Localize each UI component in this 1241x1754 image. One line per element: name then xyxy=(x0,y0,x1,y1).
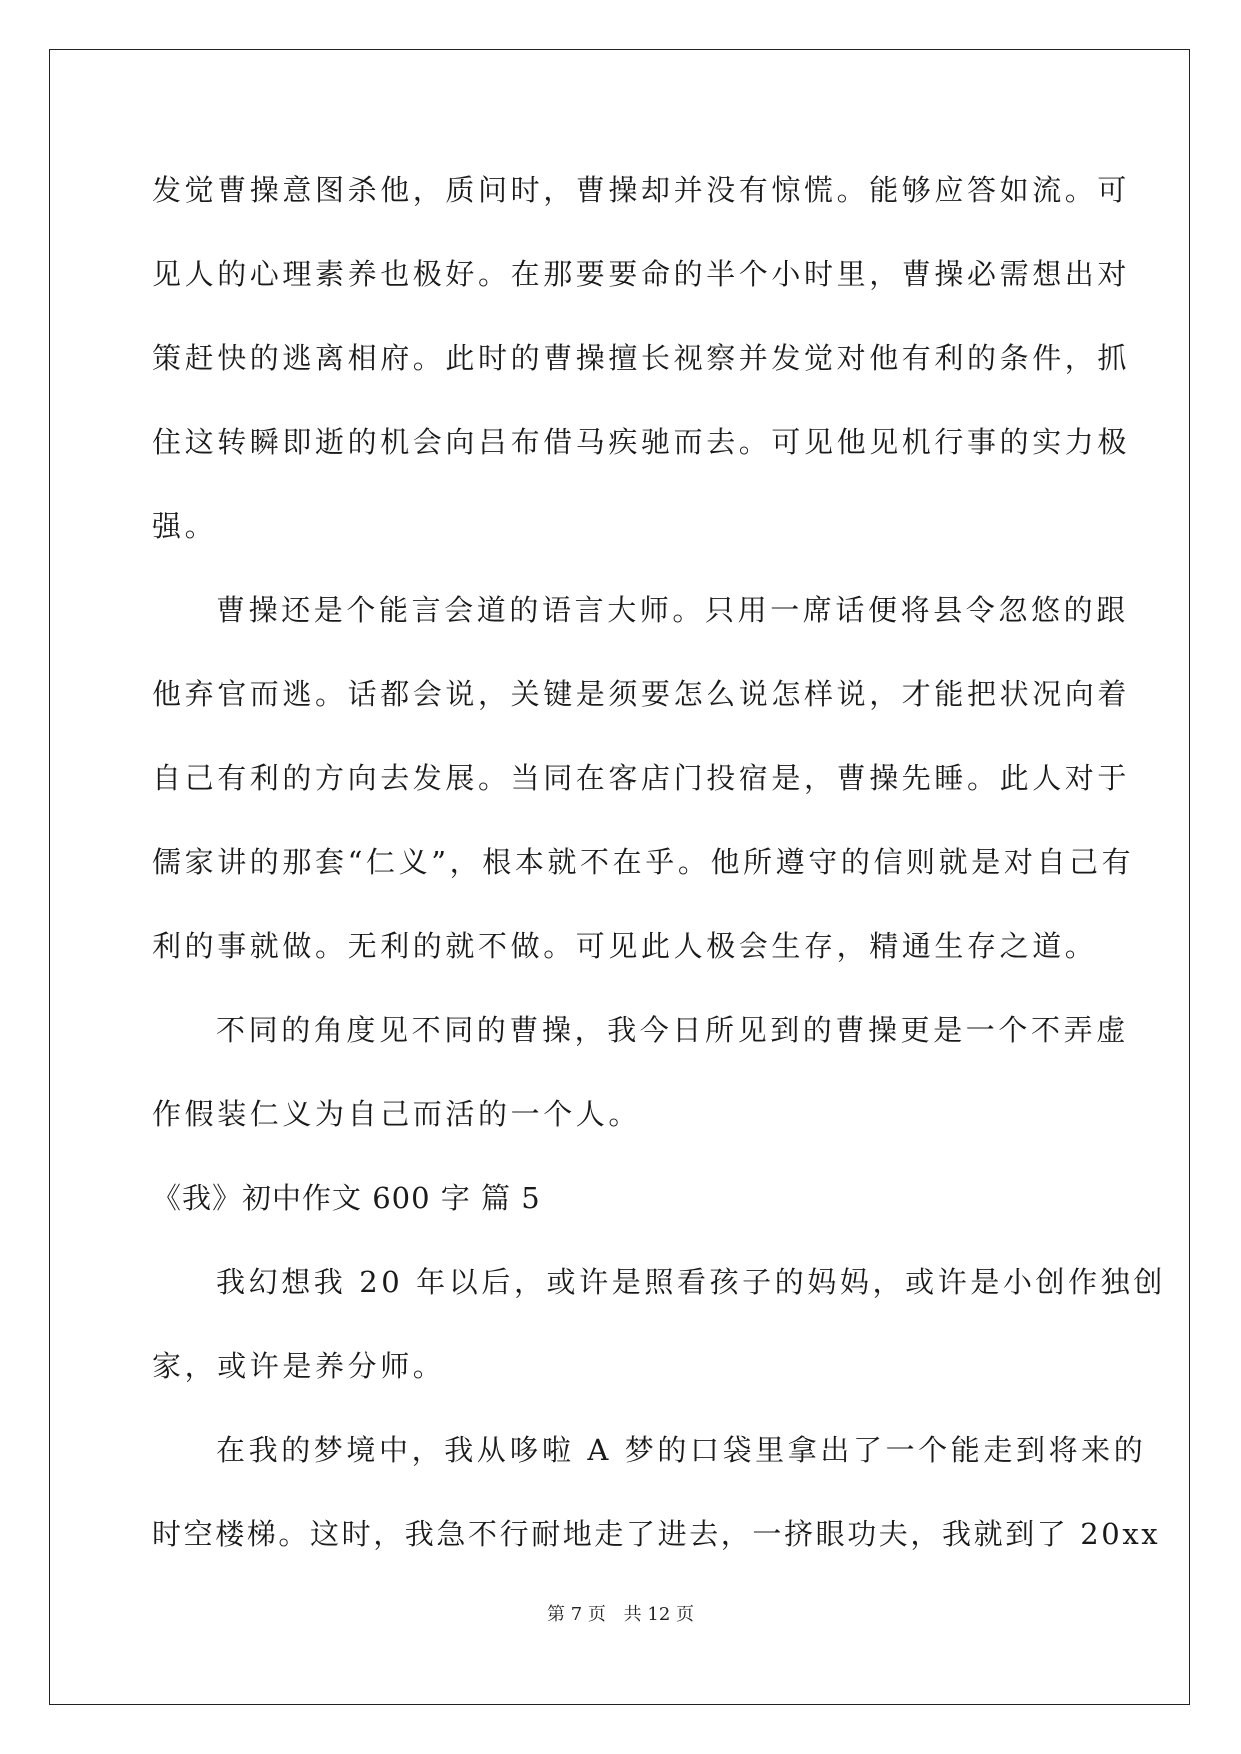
text-line: 自己有利的方向去发展。当同在客店门投宿是，曹操先睡。此人对于 xyxy=(152,761,1131,795)
paragraph xyxy=(152,1000,1129,1168)
text-line: 他弃官而逃。话都会说，关键是须要怎么说怎样说，才能把状况向着 xyxy=(152,677,1131,711)
paragraph xyxy=(152,580,1135,1000)
text-line: 见人的心理素养也极好。在那要要命的半个小时里，曹操必需想出对 xyxy=(152,257,1131,291)
page-footer xyxy=(0,1600,1241,1626)
text-line: 利的事就做。无利的就不做。可见此人极会生存，精通生存之道。 xyxy=(152,929,1098,963)
text-line: 强。 xyxy=(152,509,218,543)
text-line: 儒家讲的那套“仁义”，根本就不在乎。他所遵守的信则就是对自己有 xyxy=(152,845,1135,879)
text-line: 家，或许是养分师。 xyxy=(152,1349,446,1383)
section-heading: 《我》初中作文 600 字 篇 5 xyxy=(152,1181,541,1215)
text-line: 曹操还是个能言会道的语言大师。只用一席话便将县令忽悠的跟 xyxy=(216,593,1129,627)
paragraph xyxy=(152,160,1131,580)
text-line: 不同的角度见不同的曹操，我今日所见到的曹操更是一个不弄虚 xyxy=(216,1013,1129,1047)
text-line: 时空楼梯。这时，我急不行耐地走了进去，一挤眼功夫，我就到了 20xx xyxy=(152,1517,1161,1551)
page-total: 共 12 页 xyxy=(623,1604,694,1625)
text-line: 作假装仁义为自己而活的一个人。 xyxy=(152,1097,642,1131)
text-line: 我幻想我 20 年以后，或许是照看孩子的妈妈，或许是小创作独创 xyxy=(216,1265,1166,1299)
page-number: 第 7 页 xyxy=(547,1604,606,1625)
text-line: 发觉曹操意图杀他，质问时，曹操却并没有惊慌。能够应答如流。可 xyxy=(152,173,1131,207)
text-line: 在我的梦境中，我从哆啦 A 梦的口袋里拿出了一个能走到将来的 xyxy=(216,1433,1147,1467)
text-line: 策赶快的逃离相府。此时的曹操擅长视察并发觉对他有利的条件，抓 xyxy=(152,341,1131,375)
text-line: 住这转瞬即逝的机会向吕布借马疾驰而去。可见他见机行事的实力极 xyxy=(152,425,1131,459)
paragraph xyxy=(152,1420,1161,1588)
paragraph xyxy=(152,1252,1166,1420)
document-body xyxy=(152,160,1166,1588)
